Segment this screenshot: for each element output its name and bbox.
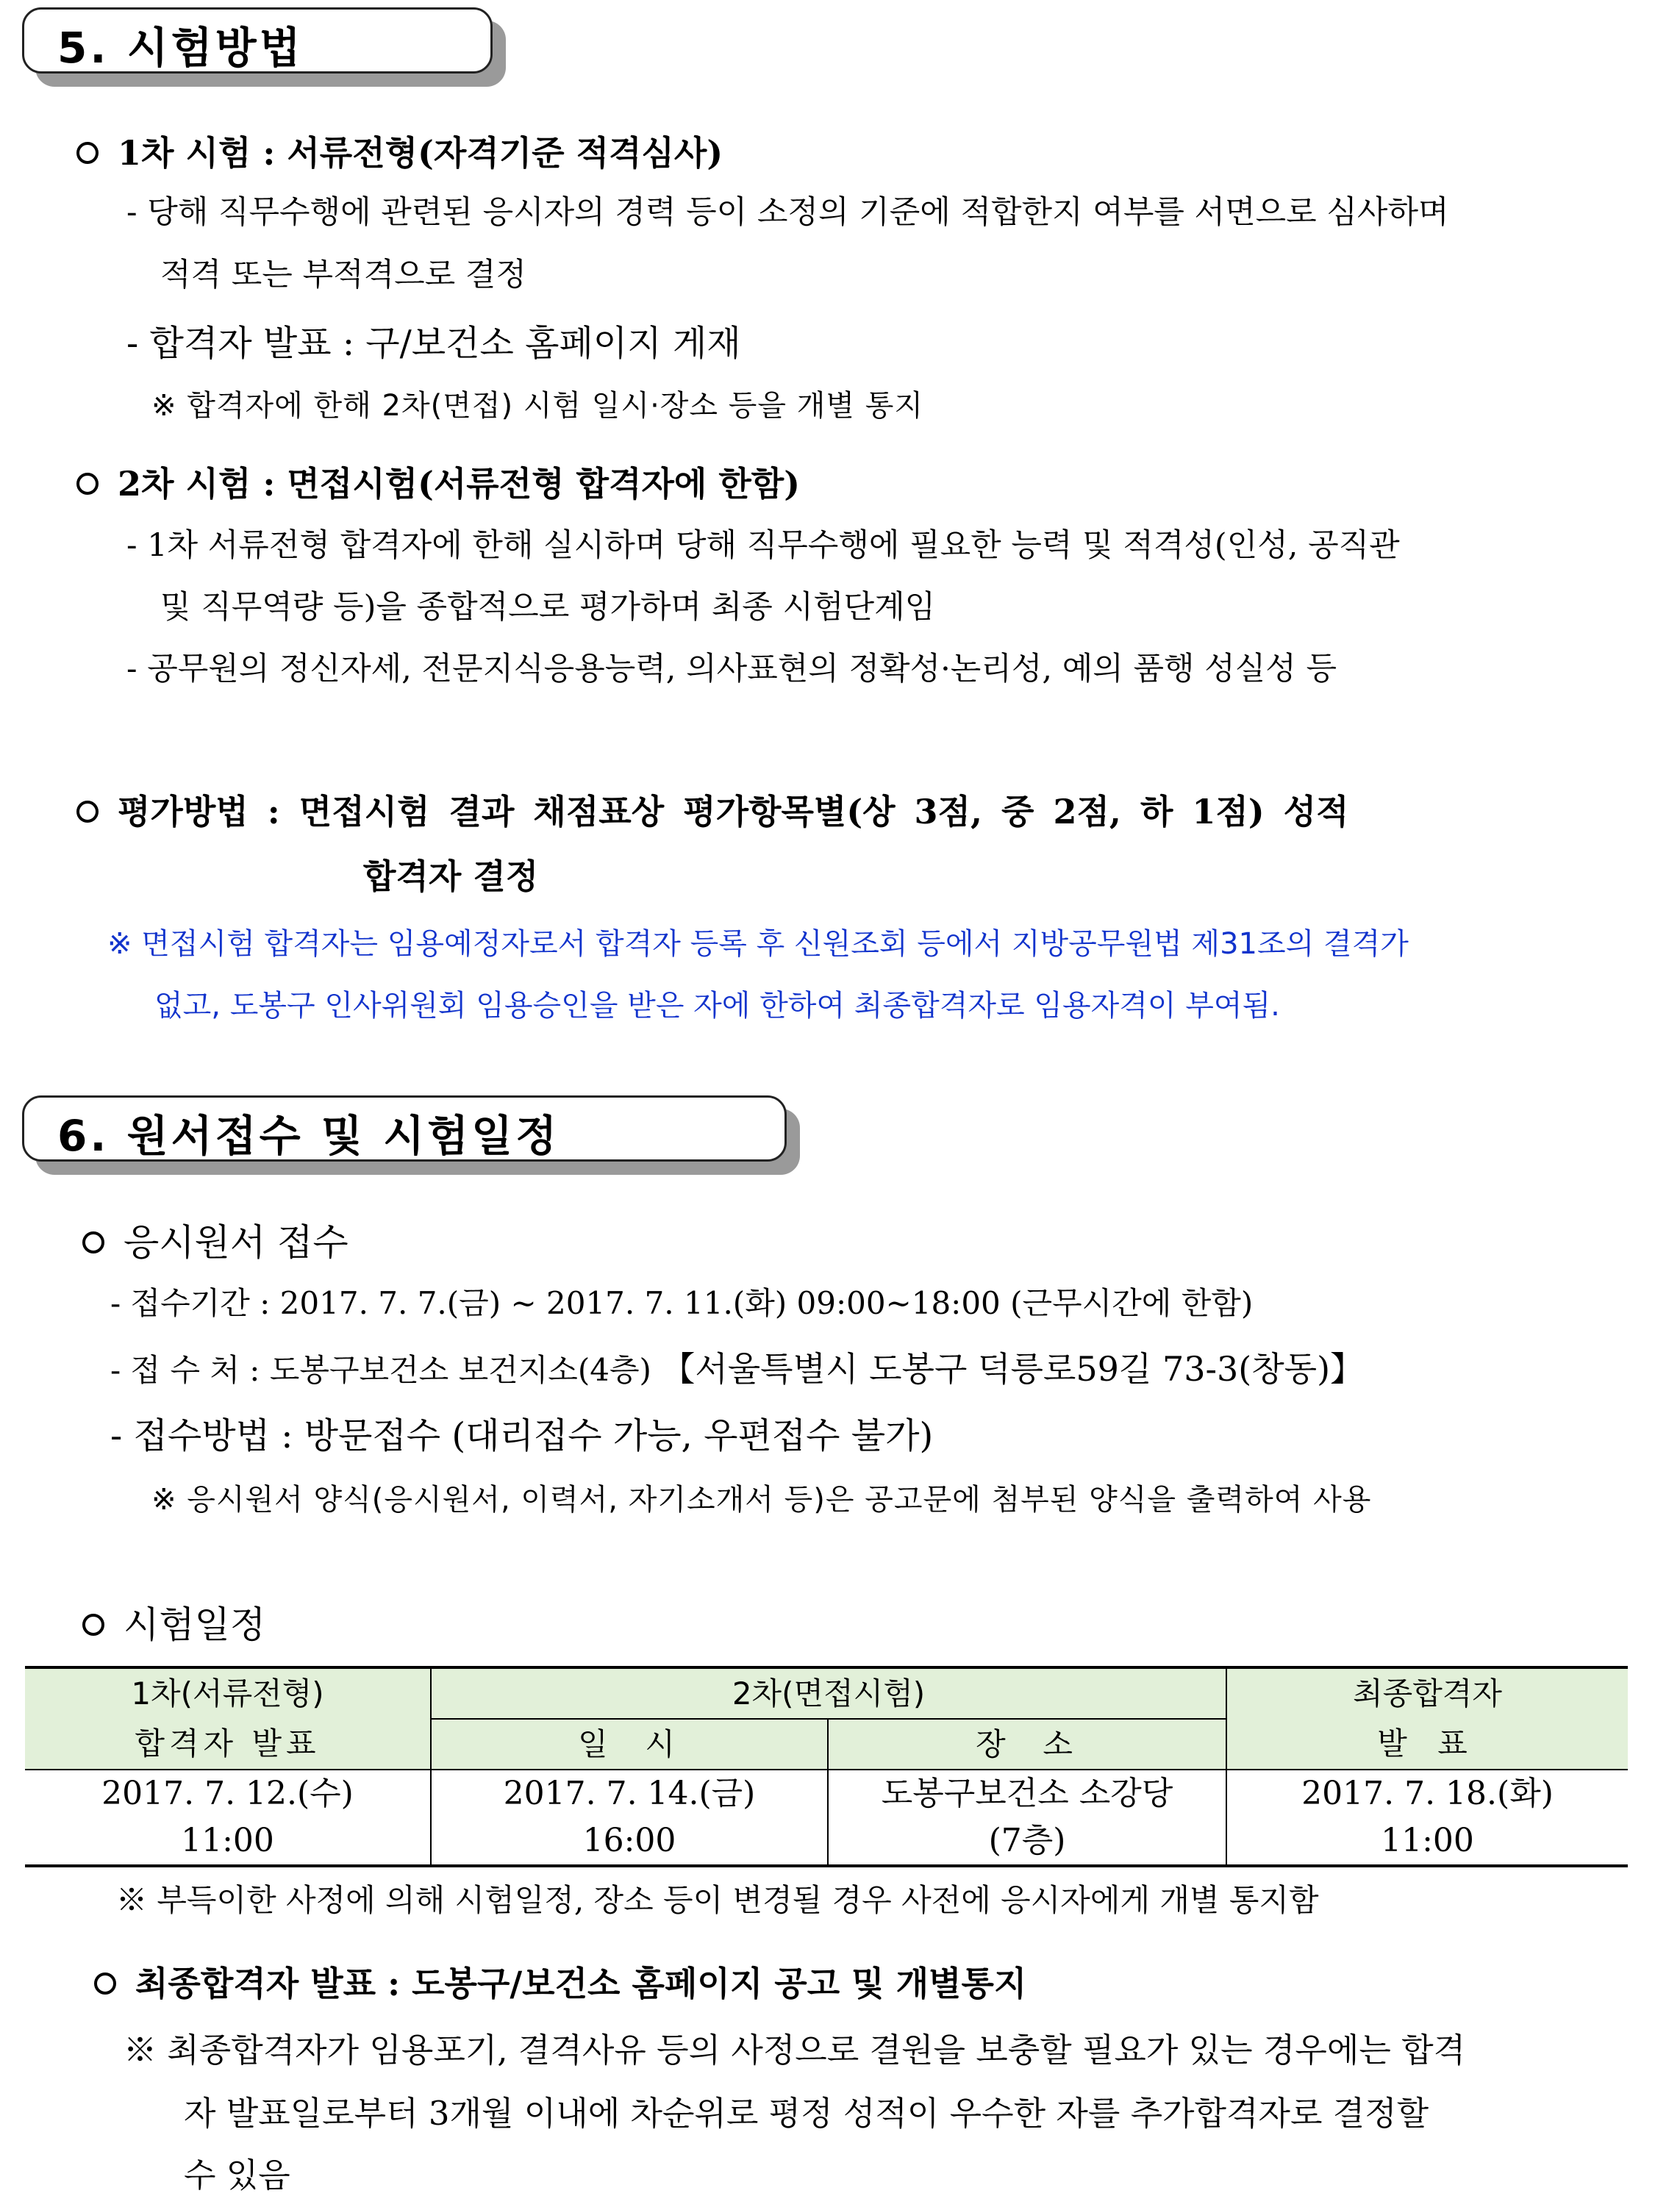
- application-method: - 접수방법 : 방문접수 (대리접수 가능, 우편접수 불가): [110, 1415, 934, 1456]
- table-cell-interview-place: 도봉구보건소 소강당 (7층): [828, 1770, 1226, 1866]
- first-exam-desc-line1: - 당해 직무수행에 관련된 응시자의 경력 등이 소정의 기준에 적합한지 여부를 서면으로 심사하며: [126, 194, 1449, 231]
- final-announce-heading: 최종합격자 발표 : 도봉구/보건소 홈페이지 공고 및 개별통지: [94, 1957, 1026, 2006]
- final-note-line1: ※ 최종합격자가 임용포기, 결격사유 등의 사정으로 결원을 보충할 필요가 있는 경우에는 합격: [124, 2031, 1466, 2070]
- table-header-place: 장 소: [828, 1719, 1226, 1770]
- table-header-second-exam: 2차(면접시험): [431, 1667, 1226, 1719]
- first-exam-note: ※ 합격자에 한해 2차(면접) 시험 일시·장소 등을 개별 통지: [151, 389, 924, 423]
- second-exam-desc-line1: - 1차 서류전형 합격자에 한해 실시하며 당해 직무수행에 필요한 능력 및 적격성(인성, 공직관: [126, 527, 1400, 564]
- application-heading: 응시원서 접수: [82, 1213, 348, 1266]
- circle-bullet-icon: [82, 1614, 104, 1636]
- second-exam-heading: 2차 시험 : 면접시험(서류전형 합격자에 한함): [76, 457, 800, 506]
- table-header-first-exam: 1차(서류전형) 합격자 발표: [25, 1667, 431, 1770]
- table-header-datetime: 일 시: [431, 1719, 828, 1770]
- application-place-address: 【서울특별시 도봉구 덕릉로59길 73-3(창동)】: [661, 1349, 1365, 1389]
- first-exam-heading: 1차 시험 : 서류전형(자격기준 적격심사): [76, 126, 723, 175]
- table-cell-final-announce: 2017. 7. 18.(화) 11:00: [1226, 1770, 1628, 1866]
- table-row: [25, 1770, 1628, 1866]
- schedule-note: ※ 부득이한 사정에 의해 시험일정, 장소 등이 변경될 경우 사전에 응시자에게 개별 통지함: [116, 1882, 1319, 1918]
- section5-header: [22, 7, 493, 74]
- application-place: [110, 1342, 1364, 1391]
- second-exam-desc-line2: 및 직무역량 등)을 종합적으로 평가하며 최종 시험단계임: [160, 589, 936, 626]
- schedule-heading: 시험일정: [82, 1595, 265, 1648]
- section6-header: [22, 1095, 787, 1162]
- application-place-label: - 접 수 처 : 도봉구보건소 보건지소(4층): [110, 1352, 651, 1388]
- evaluation-heading: 평가방법 : 면접시험 결과 채점표상 평가항목별(상 3점, 중 2점, 하 1점) 성적: [76, 785, 1349, 834]
- circle-bullet-icon: [94, 1973, 116, 1995]
- table-header-row: [25, 1667, 1628, 1719]
- evaluation-note-line2: 없고, 도봉구 인사위원회 임용승인을 받은 자에 한하여 최종합격자로 임용자격이 부여됨.: [154, 989, 1280, 1023]
- section6-title: 6. 원서접수 및 시험일정: [57, 1111, 560, 1161]
- section5-title: 5. 시험방법: [57, 23, 304, 73]
- evaluation-note-line1: ※ 면접시험 합격자는 임용예정자로서 합격자 등록 후 신원조회 등에서 지방공무원법 제31조의 결격가: [107, 927, 1409, 961]
- first-exam-announce: - 합격자 발표 : 구/보건소 홈페이지 게재: [126, 323, 741, 364]
- circle-bullet-icon: [76, 473, 99, 495]
- application-note: ※ 응시원서 양식(응시원서, 이력서, 자기소개서 등)은 공고문에 첨부된 양식을 출력하여 사용: [151, 1483, 1372, 1517]
- circle-bullet-icon: [82, 1231, 104, 1253]
- evaluation-heading-cont: 합격자 결정: [363, 856, 539, 896]
- final-note-line3: 수 있음: [184, 2156, 290, 2195]
- table-cell-first-announce: 2017. 7. 12.(수) 11:00: [25, 1770, 431, 1866]
- circle-bullet-icon: [76, 801, 99, 823]
- table-cell-interview-datetime: 2017. 7. 14.(금) 16:00: [431, 1770, 828, 1866]
- table-header-final: 최종합격자 발 표: [1226, 1667, 1628, 1770]
- first-exam-desc-line2: 적격 또는 부적격으로 결정: [160, 257, 526, 293]
- application-period: - 접수기간 : 2017. 7. 7.(금) ~ 2017. 7. 11.(화) 09:00~18:00 (근무시간에 한함): [110, 1285, 1254, 1321]
- circle-bullet-icon: [76, 142, 99, 164]
- final-note-line2: 자 발표일로부터 3개월 이내에 차순위로 평정 성적이 우수한 자를 추가합격자로 결정할: [184, 2094, 1429, 2133]
- second-exam-desc-line3: - 공무원의 정신자세, 전문지식응용능력, 의사표현의 정확성·논리성, 예의 품행 성실성 등: [126, 651, 1337, 687]
- schedule-table: [25, 1666, 1628, 1867]
